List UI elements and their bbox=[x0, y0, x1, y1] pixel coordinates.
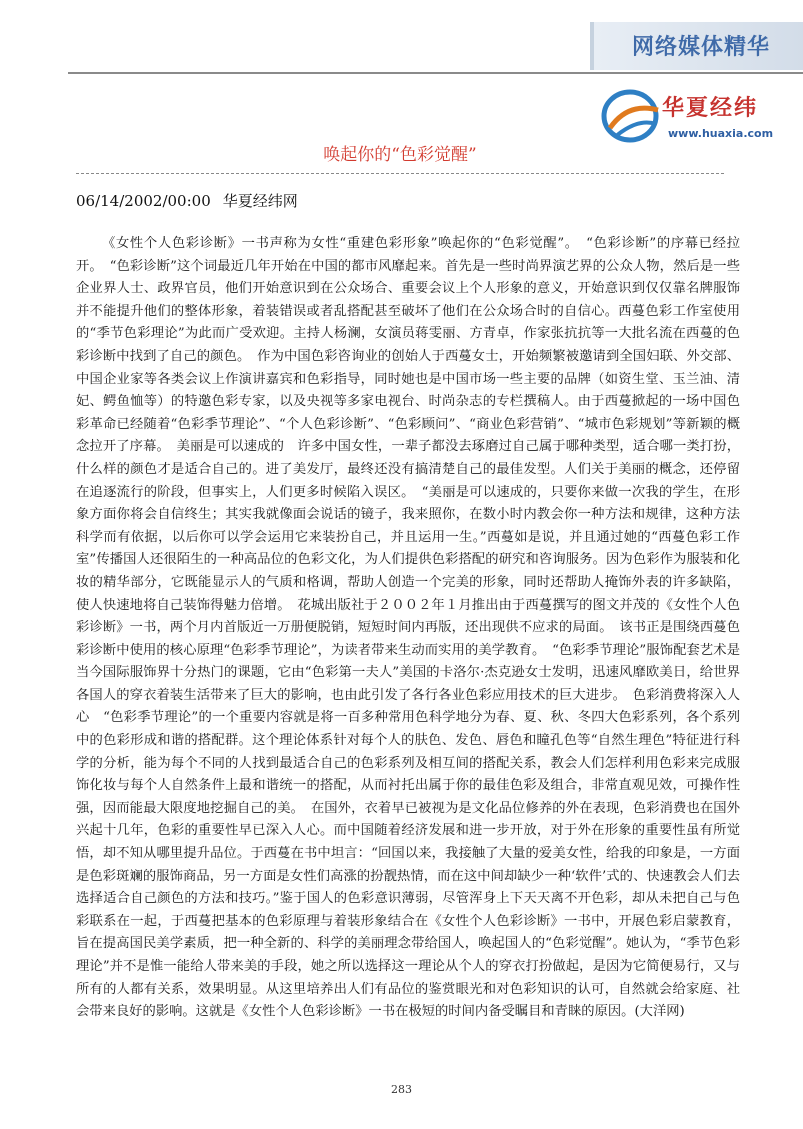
header-divider bbox=[68, 72, 803, 74]
article-date: 06/14/2002/00:00 bbox=[76, 192, 211, 210]
dateline bbox=[76, 190, 298, 211]
article-title: 唤起你的“色彩觉醒” bbox=[323, 145, 477, 165]
page-number: 283 bbox=[391, 1083, 412, 1096]
section-title: 网络媒体精华 bbox=[632, 35, 771, 60]
title-divider bbox=[76, 173, 724, 174]
logo-wordmark: 华夏经纬 bbox=[662, 95, 759, 121]
article-source: 华夏经纬网 bbox=[222, 192, 298, 210]
logo-url: www.huaxia.com bbox=[668, 127, 774, 140]
article-body: 《女性个人色彩诊断》一书声称为女性“重建色彩形象”唤起你的“色彩觉醒”。 “色彩诊断”的序幕已经拉开。 “色彩诊断”这个词最近几年开始在中国的都市风靡起来。首先是一些时尚界演艺界的公众人物，然后是一些企业界人士、政界官员，他们开始意识到在公众场合、重要会议上个人形象的意义，开始意识到仅仅靠名牌服饰并不能提升他们的整体形象，着装错误或者乱搭配甚至破坏了他们在公众场合时的自信心。西蔓色彩工作室使用的“季节色彩理论”为此而广受欢迎。主持人杨澜，女演员蒋雯丽、方青卓，作家张抗抗等一大批名流在西蔓的色彩诊断中找到了自己的颜色。 作为中国色彩咨询业的创始人于西蔓女士，开始频繁被邀请到全国妇联、外交部、中国企业家等各类会议上作演讲嘉宾和色彩指导，同时她也是中国市场一些主要的品牌（如资生堂、玉兰油、清妃、鳄鱼恤等）的特邀色彩专家，以及央视等多家电视台、时尚杂志的专栏撰稿人。由于西蔓掀起的一场中国色彩革命已经随着“色彩季节理论”、“个人色彩诊断”、“色彩顾问”、“商业色彩营销”、“城市色彩规划”等新颖的概念拉开了序幕。 美丽是可以速成的 许多中国女性，一辈子都没去琢磨过自己属于哪种类型，适合哪一类打扮，什么样的颜色才是适合自己的。进了美发厅，最终还没有搞清楚自己的最佳发型。人们关于美丽的概念，还停留在追逐流行的阶段，但事实上，人们更多时候陷入误区。 “美丽是可以速成的，只要你来做一次我的学生，在形象方面你将会自信终生；其实我就像面会说话的镜子，我来照你，在数小时内教会你一种方法和规律，这种方法科学而有依据，以后你可以学会运用它来装扮自己，并且运用一生。”西蔓如是说，并且通过她的“西蔓色彩工作室”传播国人还很陌生的一种高品位的色彩文化，为人们提供色彩搭配的研究和咨询服务。因为色彩作为服装和化妆的精华部分，它既能显示人的气质和格调，帮助人创造一个完美的形象，同时还帮助人掩饰外表的许多缺陷，使人快速地将自己装饰得魅力倍增。 花城出版社于２００２年１月推出由于西蔓撰写的图文并茂的《女性个人色彩诊断》一书，两个月内首版近一万册便脱销，短短时间内再版，还出现供不应求的局面。 该书正是围绕西蔓色彩诊断中使用的核心原理“色彩季节理论”，为读者带来生动而实用的美学教育。 “色彩季节理论”服饰配套艺术是当今国际服饰界十分热门的课题，它由“色彩第一夫人”美国的卡洛尔·杰克逊女士发明，迅速风靡欧美日，给世界各国人的穿衣着装生活带来了巨大的影响，也由此引发了各行各业色彩应用技术的巨大进步。 色彩消费将深入人心 “色彩季节理论”的一个重要内容就是将一百多种常用色科学地分为春、夏、秋、冬四大色彩系列，各个系列中的色彩形成和谐的搭配群。这个理论体系针对每个人的肤色、发色、唇色和瞳孔色等“自然生理色”特征进行科学的分析，能为每个不同的人找到最适合自己的色彩系列及相互间的搭配关系，教会人们怎样利用色彩来完成服饰化妆与每个人自然条件上最和谐统一的搭配，从而衬托出属于你的最佳色彩及组合，非常直观见效，可操作性强，因而能最大限度地挖掘自己的美。 在国外，衣着早已被视为是文化品位修养的外在表现，色彩消费也在国外兴起十几年，色彩的重要性早已深入人心。而中国随着经济发展和进一步开放，对于外在形象的重要性虽有所觉悟，却不知从哪里提升品位。于西蔓在书中坦言：“回国以来，我接触了大量的爱美女性，给我的印象是，一方面是色彩斑斓的服饰商品，另一方面是女性们高涨的扮靓热情，而在这中间却缺少一种‘软件’式的、快速教会人们去选择适合自己颜色的方法和技巧。”鉴于国人的色彩意识薄弱，尽管浑身上下天天离不开色彩，却从未把自己与色彩联系在一起，于西蔓把基本的色彩原理与着装形象结合在《女性个人色彩诊断》一书中，开展色彩启蒙教育，旨在提高国民美学素质，把一种全新的、科学的美丽理念带给国人，唤起国人的“色彩觉醒”。她认为，“季节色彩理论”并不是惟一能给人带来美的手段，她之所以选择这一理论从个人的穿衣打扮做起，是因为它简便易行，又与所有的人都有关系，效果明显。从这里培养出人们有品位的鉴赏眼光和对色彩知识的认可，自然就会给家庭、社会带来良好的影响。这就是《女性个人色彩诊断》一书在极短的时间内备受瞩目和青睐的原因。(大洋网) bbox=[76, 236, 740, 1020]
